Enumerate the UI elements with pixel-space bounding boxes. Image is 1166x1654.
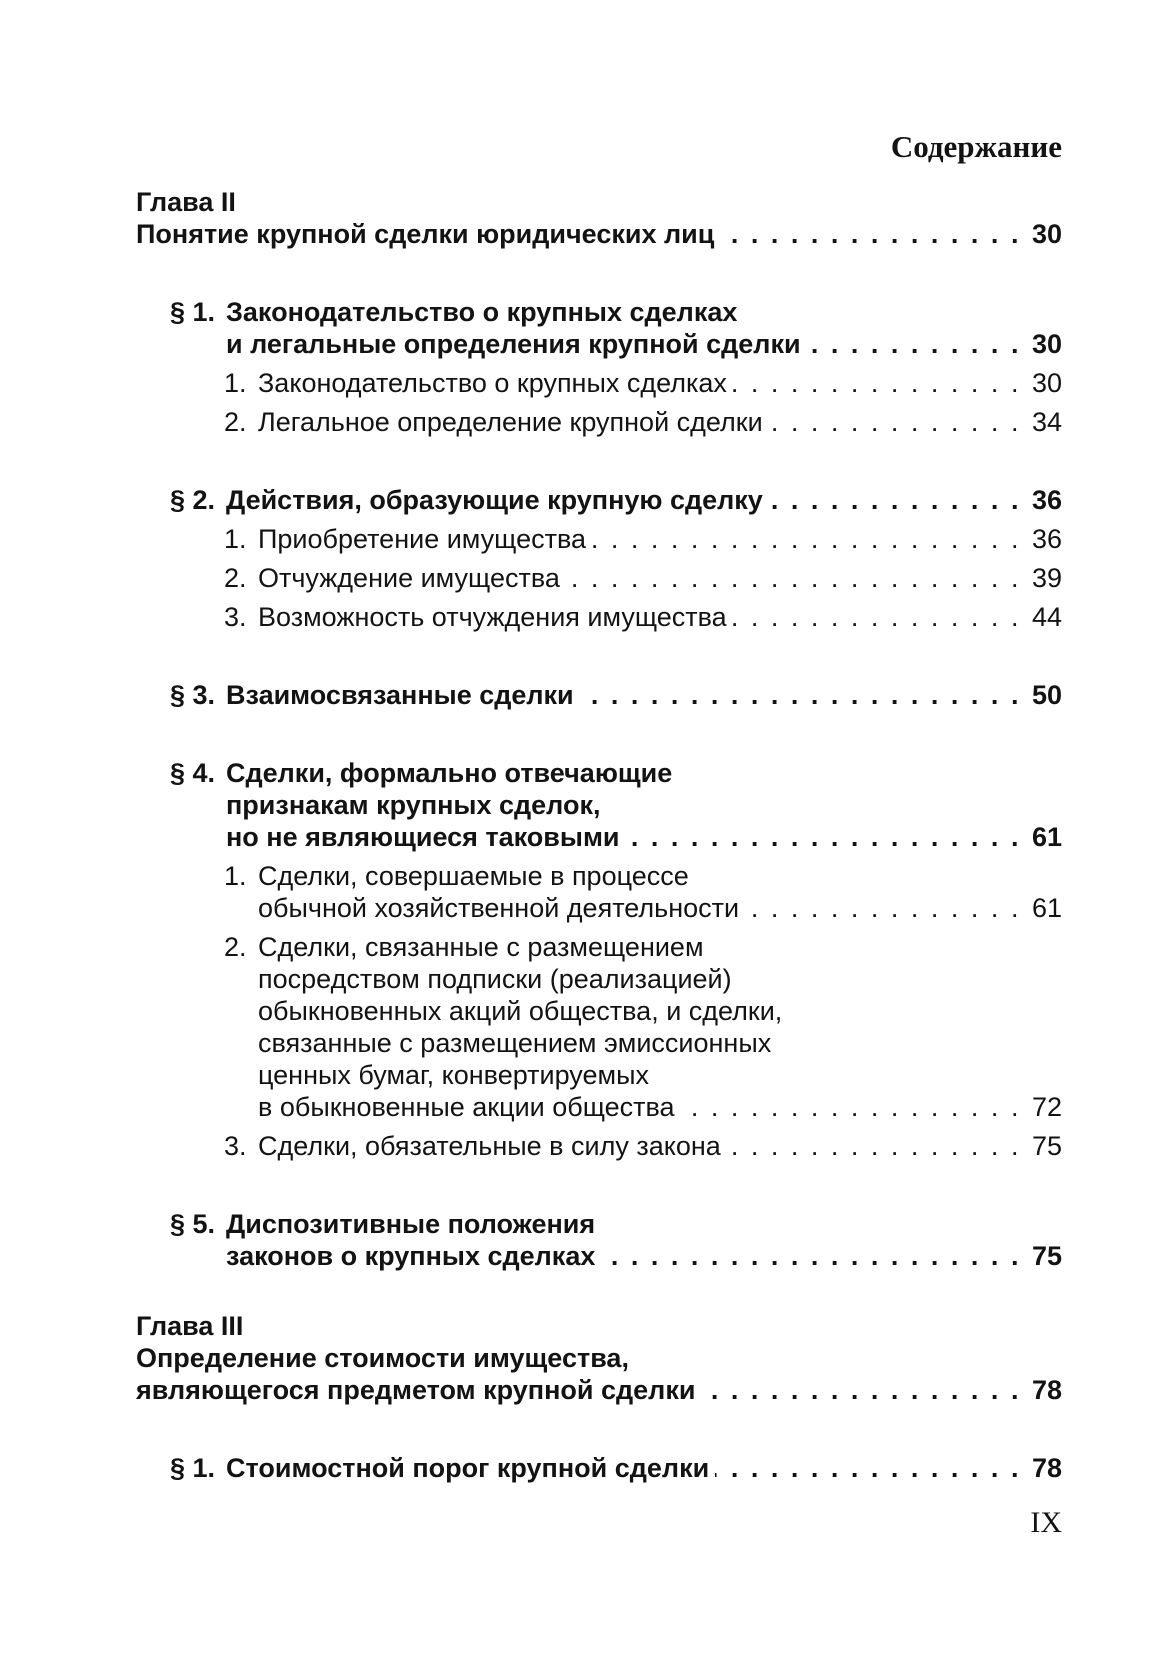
toc-entry-text: Сделки, формально отвечающие bbox=[226, 758, 673, 788]
toc-entry-page-number: 78 bbox=[1031, 1375, 1062, 1405]
dot-leader-icon bbox=[715, 1452, 1021, 1484]
toc-entry-item bbox=[136, 601, 1062, 633]
toc-entry-page-number: 50 bbox=[1031, 680, 1062, 710]
toc-entry-label: 3. bbox=[224, 602, 247, 632]
toc-entry-label: § 1. bbox=[170, 1453, 216, 1483]
toc-entry-line bbox=[136, 367, 1062, 399]
toc-entry-text: но не являющиеся таковыми bbox=[226, 822, 620, 852]
toc-entry-line bbox=[136, 757, 1062, 789]
toc-entry-label: § 2. bbox=[170, 485, 216, 515]
toc-entry-text: Понятие крупной сделки юридических лиц bbox=[136, 219, 715, 249]
toc-entry-page-number: 44 bbox=[1031, 602, 1062, 632]
toc-entry-text: Сделки, обязательные в силу закона bbox=[258, 1131, 721, 1161]
toc-entry-text: Определение стоимости имущества, bbox=[136, 1343, 629, 1373]
toc-entry-chapter bbox=[136, 1310, 1062, 1406]
dot-leader-icon bbox=[769, 484, 1021, 516]
toc-entry-line bbox=[136, 562, 1062, 594]
toc-entry-line bbox=[136, 406, 1062, 438]
toc-entry-page-number: 34 bbox=[1031, 407, 1062, 437]
toc-list bbox=[136, 186, 1062, 1484]
toc-entry-label: 2. bbox=[224, 563, 247, 593]
toc-entry-line bbox=[136, 328, 1062, 360]
toc-entry-line bbox=[136, 821, 1062, 853]
toc-entry-text: и легальные определения крупной сделки bbox=[226, 329, 801, 359]
toc-entry-text: Сделки, совершаемые в процессе bbox=[258, 861, 689, 891]
toc-entry-line bbox=[136, 860, 1062, 892]
dot-leader-icon bbox=[745, 892, 1021, 924]
toc-entry-text: Возможность отчуждения имущества bbox=[258, 602, 727, 632]
toc-entry-text: законов о крупных сделках bbox=[226, 1241, 596, 1271]
toc-entry-line bbox=[136, 1342, 1062, 1374]
toc-entry-page-number: 36 bbox=[1031, 485, 1062, 515]
toc-entry-label: 2. bbox=[224, 932, 247, 962]
toc-entry-text: Законодательство о крупных сделках bbox=[226, 297, 738, 327]
toc-entry-text: Стоимостной порог крупной сделки bbox=[226, 1453, 710, 1483]
toc-entry-line bbox=[136, 484, 1062, 516]
toc-entry-page-number: 61 bbox=[1031, 893, 1062, 923]
toc-entry-line bbox=[136, 931, 1062, 963]
toc-entry-line bbox=[136, 995, 1062, 1027]
toc-entry-line bbox=[136, 1310, 1062, 1342]
toc-entry-page-number: 75 bbox=[1031, 1131, 1062, 1161]
toc-entry-text: связанные с размещением эмиссионных bbox=[258, 1028, 772, 1058]
toc-entry-section bbox=[136, 679, 1062, 711]
page-header-title: Содержание bbox=[890, 129, 1062, 164]
toc-entry-text: являющегося предметом крупной сделки bbox=[136, 1375, 696, 1405]
toc-entry-section bbox=[136, 1452, 1062, 1484]
dot-leader-icon bbox=[701, 1374, 1021, 1406]
toc-entry-label: 1. bbox=[224, 524, 247, 554]
toc-entry-line bbox=[136, 523, 1062, 555]
toc-entry-line bbox=[136, 1059, 1062, 1091]
toc-entry-section bbox=[136, 484, 1062, 516]
toc-entry-section bbox=[136, 296, 1062, 360]
toc-entry-label: § 3. bbox=[170, 680, 216, 710]
page-header bbox=[136, 130, 1062, 164]
toc-entry-label: 2. bbox=[224, 407, 247, 437]
toc-entry-section bbox=[136, 757, 1062, 853]
toc-entry-item bbox=[136, 1130, 1062, 1162]
toc-entry-item bbox=[136, 406, 1062, 438]
toc-entry-label: 1. bbox=[224, 368, 247, 398]
toc-entry-label: § 4. bbox=[170, 758, 216, 788]
dot-leader-icon bbox=[727, 1130, 1021, 1162]
toc-entry-item bbox=[136, 931, 1062, 1123]
toc-entry-line bbox=[136, 679, 1062, 711]
toc-entry-line bbox=[136, 1208, 1062, 1240]
toc-entry-text: признакам крупных сделок, bbox=[226, 790, 601, 820]
toc-entry-text: Отчуждение имущества bbox=[258, 563, 560, 593]
toc-entry-label: 3. bbox=[224, 1131, 247, 1161]
toc-entry-section bbox=[136, 1208, 1062, 1272]
dot-leader-icon bbox=[592, 523, 1021, 555]
dot-leader-icon bbox=[769, 406, 1021, 438]
toc-entry-text: посредством подписки (реализацией) bbox=[258, 964, 732, 994]
toc-entry-text: Легальное определение крупной сделки bbox=[258, 407, 763, 437]
toc-entry-item bbox=[136, 523, 1062, 555]
toc-entry-page-number: 30 bbox=[1031, 329, 1062, 359]
toc-entry-text: ценных бумаг, конвертируемых bbox=[258, 1060, 649, 1090]
toc-entry-text: обычной хозяйственной деятельности bbox=[258, 893, 740, 923]
toc-entry-line bbox=[136, 1452, 1062, 1484]
toc-entry-line bbox=[136, 218, 1062, 250]
toc-entry-page-number: 39 bbox=[1031, 563, 1062, 593]
dot-leader-icon bbox=[681, 1091, 1021, 1123]
toc-entry-text: обыкновенных акций общества, и сделки, bbox=[258, 996, 783, 1026]
toc-entry-line bbox=[136, 296, 1062, 328]
dot-leader-icon bbox=[580, 679, 1021, 711]
page-footer bbox=[136, 1506, 1062, 1540]
toc-entry-line bbox=[136, 1027, 1062, 1059]
toc-entry-page-number: 72 bbox=[1031, 1092, 1062, 1122]
dot-leader-icon bbox=[566, 562, 1021, 594]
toc-entry-text: Взаимосвязанные сделки bbox=[226, 680, 574, 710]
toc-entry-line bbox=[136, 1130, 1062, 1162]
toc-entry-page-number: 36 bbox=[1031, 524, 1062, 554]
toc-entry-text: Действия, образующие крупную сделку bbox=[226, 485, 763, 515]
toc-entry-item bbox=[136, 860, 1062, 924]
toc-entry-page-number: 61 bbox=[1031, 822, 1062, 852]
dot-leader-icon bbox=[733, 367, 1021, 399]
page-number-footer: IX bbox=[1030, 1506, 1062, 1539]
dot-leader-icon bbox=[720, 218, 1021, 250]
toc-entry-text: Глава III bbox=[136, 1311, 244, 1341]
toc-entry-line bbox=[136, 1240, 1062, 1272]
toc-entry-item bbox=[136, 562, 1062, 594]
dot-leader-icon bbox=[601, 1240, 1021, 1272]
toc-entry-text: Законодательство о крупных сделках bbox=[258, 368, 727, 398]
toc-entry-text: Приобретение имущества bbox=[258, 524, 587, 554]
toc-entry-line bbox=[136, 963, 1062, 995]
toc-entry-text: в обыкновенные акции общества bbox=[258, 1092, 675, 1122]
dot-leader-icon bbox=[807, 328, 1021, 360]
toc-entry-text: Глава II bbox=[136, 187, 236, 217]
toc-entry-page-number: 75 bbox=[1031, 1241, 1062, 1271]
toc-entry-item bbox=[136, 367, 1062, 399]
toc-entry-text: Диспозитивные положения bbox=[226, 1209, 596, 1239]
toc-entry-label: § 1. bbox=[170, 297, 216, 327]
toc-entry-label: 1. bbox=[224, 861, 247, 891]
toc-entry-line bbox=[136, 186, 1062, 218]
dot-leader-icon bbox=[733, 601, 1021, 633]
toc-entry-line bbox=[136, 1374, 1062, 1406]
dot-leader-icon bbox=[626, 821, 1021, 853]
toc-entry-page-number: 30 bbox=[1031, 219, 1062, 249]
toc-entry-line bbox=[136, 789, 1062, 821]
toc-entry-line bbox=[136, 892, 1062, 924]
toc-entry-page-number: 30 bbox=[1031, 368, 1062, 398]
toc-entry-label: § 5. bbox=[170, 1209, 216, 1239]
toc-entry-line bbox=[136, 1091, 1062, 1123]
toc-entry-chapter bbox=[136, 186, 1062, 250]
toc-entry-text: Сделки, связанные с размещением bbox=[258, 932, 704, 962]
toc-entry-line bbox=[136, 601, 1062, 633]
toc-entry-page-number: 78 bbox=[1031, 1453, 1062, 1483]
